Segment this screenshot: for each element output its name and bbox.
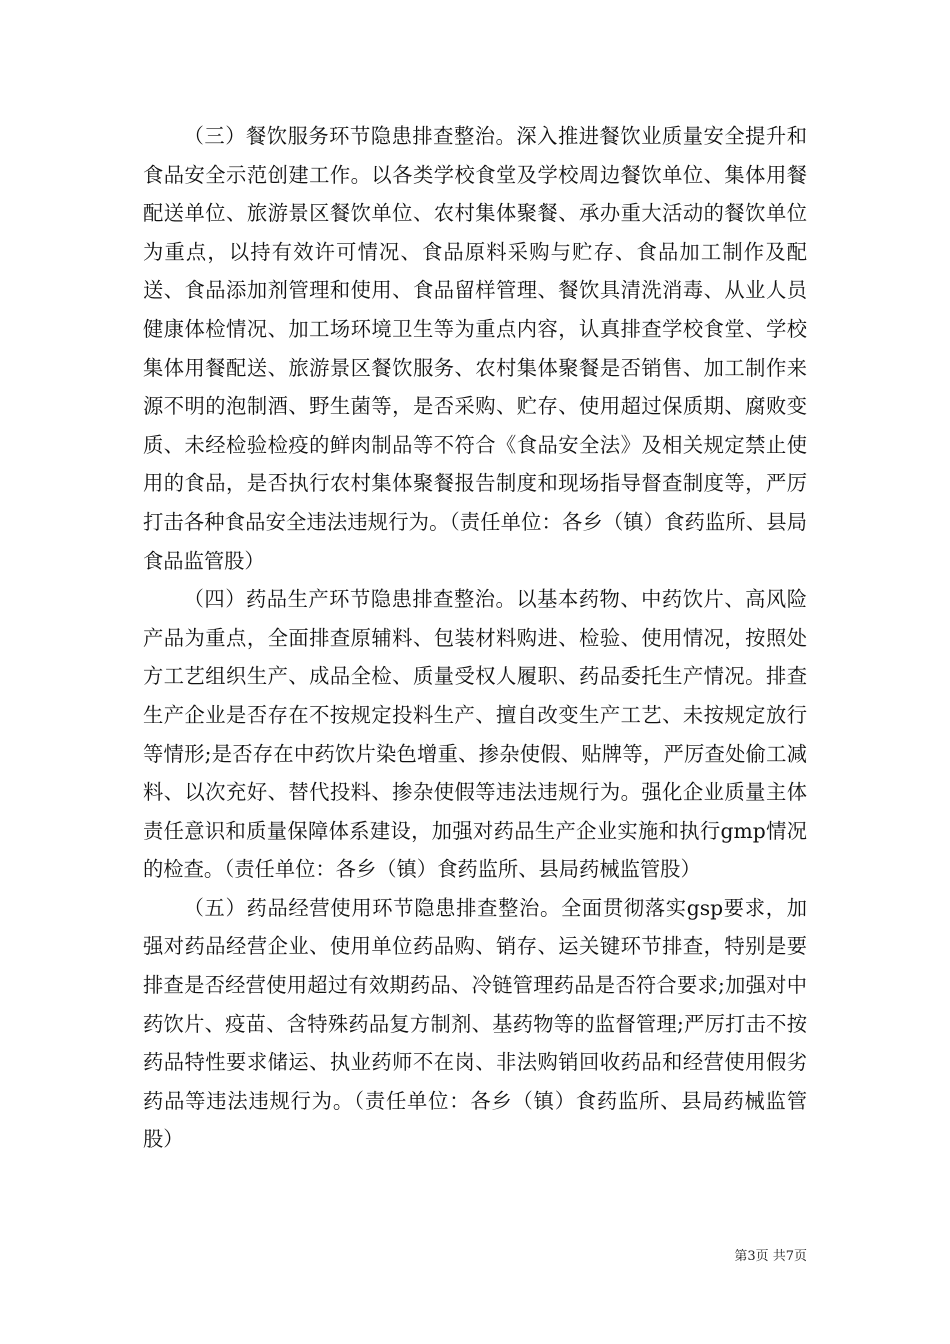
document-body — [143, 117, 807, 1159]
paragraph-section-3: （三）餐饮服务环节隐患排查整治。深入推进餐饮业质量安全提升和食品安全示范创建工作。以各类学校食堂及学校周边餐饮单位、集体用餐配送单位、旅游景区餐饮单位、农村集体聚餐、承办重大活动的餐饮单位为重点，以持有效许可情况、食品原料采购与贮存、食品加工制作及配送、食品添加剂管理和使用、食品留样管理、餐饮具清洗消毒、从业人员健康体检情况、加工场环境卫生等为重点内容，认真排查学校食堂、学校集体用餐配送、旅游景区餐饮服务、农村集体聚餐是否销售、加工制作来源不明的泡制酒、野生菌等，是否采购、贮存、使用超过保质期、腐败变质、未经检验检疫的鲜肉制品等不符合《食品安全法》及相关规定禁止使用的食品，是否执行农村集体聚餐报告制度和现场指导督查制度等，严厉打击各种食品安全违法违规行为。（责任单位：各乡（镇）食药监所、县局食品监管股） — [143, 124, 807, 573]
paragraph-section-4: （四）药品生产环节隐患排查整治。以基本药物、中药饮片、高风险产品为重点，全面排查原辅料、包装材料购进、检验、使用情况，按照处方工艺组织生产、成品全检、质量受权人履职、药品委托生产情况。排查生产企业是否存在不按规定投料生产、擅自改变生产工艺、未按规定放行等情形;是否存在中药饮片染色增重、掺杂使假、贴牌等，严厉查处偷工减料、以次充好、替代投料、掺杂使假等违法违规行为。强化企业质量主体责任意识和质量保障体系建设，加强对药品生产企业实施和执行gmp情况的检查。（责任单位：各乡（镇）食药监所、县局药械监管股） — [143, 587, 807, 882]
paragraph-section-5: （五）药品经营使用环节隐患排查整治。全面贯彻落实gsp要求，加强对药品经营企业、使用单位药品购、销存、运关键环节排查，特别是要排查是否经营使用超过有效期药品、冷链管理药品是否符合要求;加强对中药饮片、疫苗、含特殊药品复方制剂、基药物等的监督管理;严厉打击不按药品特性要求储运、执业药师不在岗、非法购销回收药品和经营使用假劣药品等违法违规行为。（责任单位：各乡（镇）食药监所、县局药械监管股） — [143, 895, 807, 1152]
page-number-footer: 第3页 共7页 — [734, 1249, 807, 1264]
